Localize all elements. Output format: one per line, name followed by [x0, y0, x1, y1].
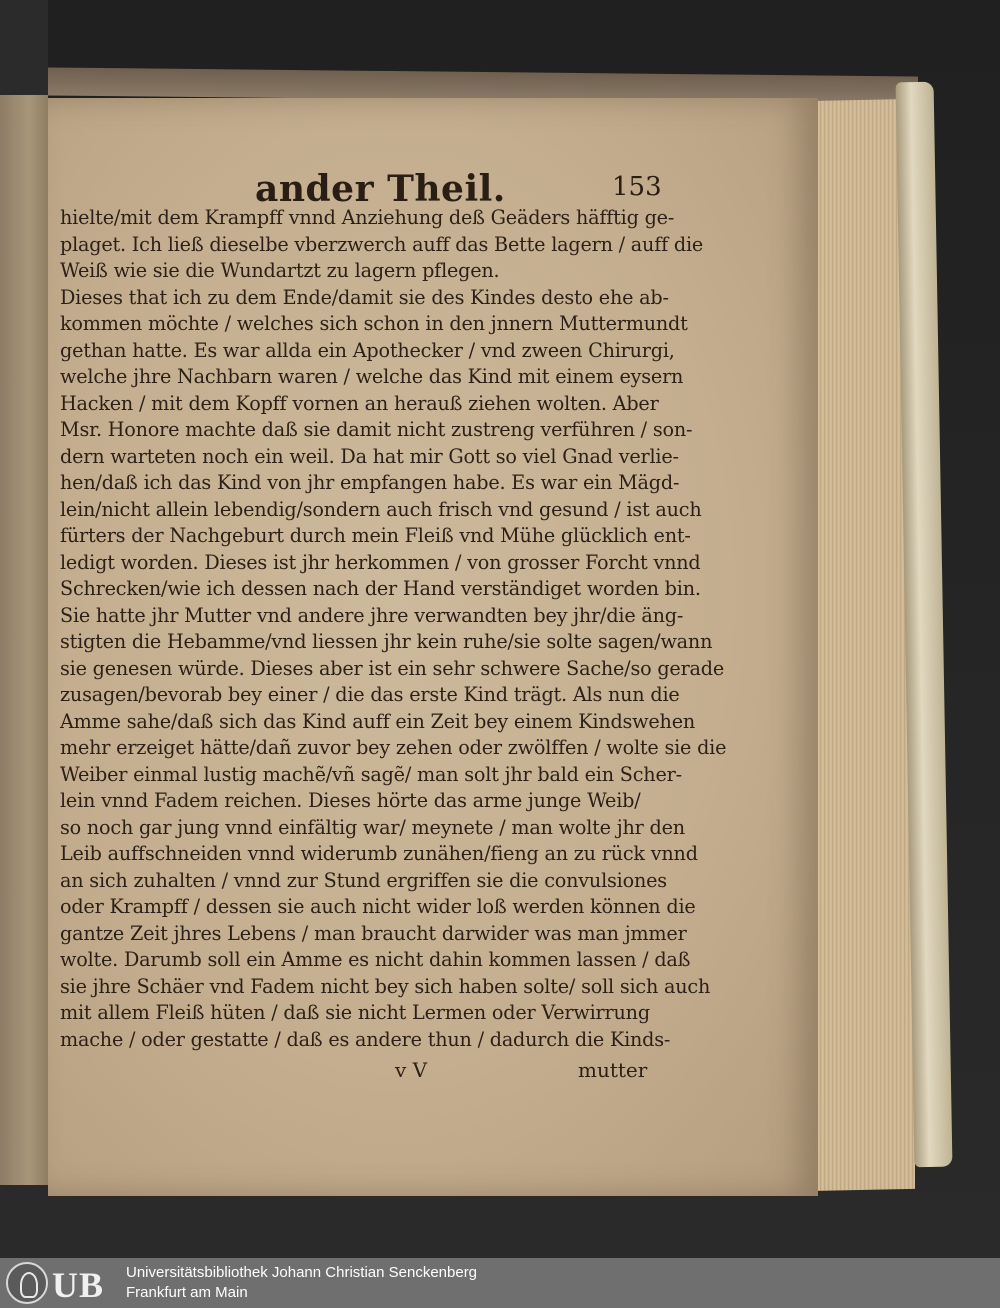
text-line: oder Krampff / dessen sie auch nicht wider loß werden können die	[60, 895, 696, 918]
text-line: Weiß wie sie die Wundartzt zu lagern pflegen.	[60, 259, 500, 282]
body-text	[60, 205, 727, 1053]
text-line: dern warteten noch ein weil. Da hat mir Gott so viel Gnad verlie-	[60, 444, 679, 468]
text-line: kommen möchte / welches sich schon in den jnnern Muttermundt	[60, 312, 688, 335]
logo-text: UB	[52, 1265, 105, 1305]
library-location: Frankfurt am Main	[126, 1284, 248, 1301]
text-line: Hacken / mit dem Kopff vornen an herauß ziehen wolten. Aber	[60, 391, 659, 415]
text-line: sie genesen würde. Dieses aber ist ein sehr schwere Sache/so gerade	[60, 656, 725, 680]
text-line: wolte. Darumb soll ein Amme es nicht dahin kommen lassen / daß	[60, 948, 691, 971]
text-line: mehr erzeiget hätte/dañ zuvor bey zehen oder zwölffen / wolte sie die	[60, 736, 727, 759]
left-background	[0, 0, 48, 95]
text-line: Dieses that ich zu dem Ende/damit sie des Kindes desto ehe ab-	[60, 285, 669, 309]
text-line: lein/nicht allein lebendig/sondern auch frisch vnd gesund / ist auch	[60, 497, 702, 521]
text-line: gantze Zeit jhres Lebens / man braucht darwider was man jmmer	[60, 921, 687, 945]
text-line: sie jhre Schäer vnd Fadem nicht bey sich haben solte/ soll sich auch	[60, 974, 711, 998]
text-line: Leib auffschneiden vnnd widerumb zunähen/fieng an zu rück vnnd	[60, 842, 698, 865]
text-line: fürters der Nachgeburt durch mein Fleiß vnd Mühe glücklich ent-	[60, 524, 691, 547]
page-header	[0, 168, 1000, 208]
signature-mark: v V	[395, 1058, 428, 1082]
text-line: Weiber einmal lustig machẽ/vñ sagẽ/ man solt jhr bald ein Scher-	[60, 762, 682, 786]
catchword: mutter	[578, 1058, 648, 1082]
text-line: hen/daß ich das Kind von jhr empfangen habe. Es war ein Mägd-	[60, 471, 680, 494]
text-line: welche jhre Nachbarn waren / welche das Kind mit einem eysern	[60, 365, 684, 388]
text-line: mache / oder gestatte / daß es andere thun / dadurch die Kinds-	[60, 1027, 671, 1051]
text-line: zusagen/bevorab bey einer / die das erste Kind trägt. Als nun die	[60, 683, 680, 706]
text-line: mit allem Fleiß hüten / daß sie nicht Lermen oder Verwirrung	[60, 1001, 650, 1024]
text-line: gethan hatte. Es war allda ein Apothecker / vnd zween Chirurgi,	[60, 338, 675, 362]
library-footer	[0, 1258, 1000, 1308]
page-number: 153	[612, 172, 662, 202]
facing-page-edge	[0, 95, 48, 1185]
text-line: Msr. Honore machte daß sie damit nicht zustreng verführen / son-	[60, 418, 693, 441]
text-line: hielte/mit dem Krampff vnnd Anziehung deß Geäders häfftig ge-	[60, 206, 675, 229]
text-line: plaget. Ich ließ dieselbe vberzwerch auff das Bette lagern / auff die	[60, 232, 704, 256]
text-line: Sie hatte jhr Mutter vnd andere jhre verwandten bey jhr/die äng-	[60, 603, 684, 627]
seal-icon	[6, 1262, 48, 1304]
text-line: lein vnnd Fadem reichen. Dieses hörte das arme junge Weib/	[60, 789, 641, 812]
text-line: an sich zuhalten / vnnd zur Stund ergriffen sie die convulsiones	[60, 868, 667, 892]
running-head: ander Theil.	[255, 168, 506, 210]
text-line: stigten die Hebamme/vnd liessen jhr kein ruhe/sie solte sagen/wann	[60, 630, 713, 653]
library-name: Universitätsbibliothek Johann Christian Senckenberg	[126, 1264, 478, 1281]
text-line: ledigt worden. Dieses ist jhr herkommen / von grosser Forcht vnnd	[60, 550, 701, 574]
text-line: so noch gar jung vnnd einfältig war/ meynete / man wolte jhr den	[60, 815, 685, 839]
text-line: Amme sahe/daß sich das Kind auff ein Zeit bey einem Kindswehen	[60, 709, 696, 733]
text-line: Schrecken/wie ich dessen nach der Hand verständiget worden bin.	[60, 577, 701, 600]
library-logo[interactable]	[6, 1262, 116, 1304]
